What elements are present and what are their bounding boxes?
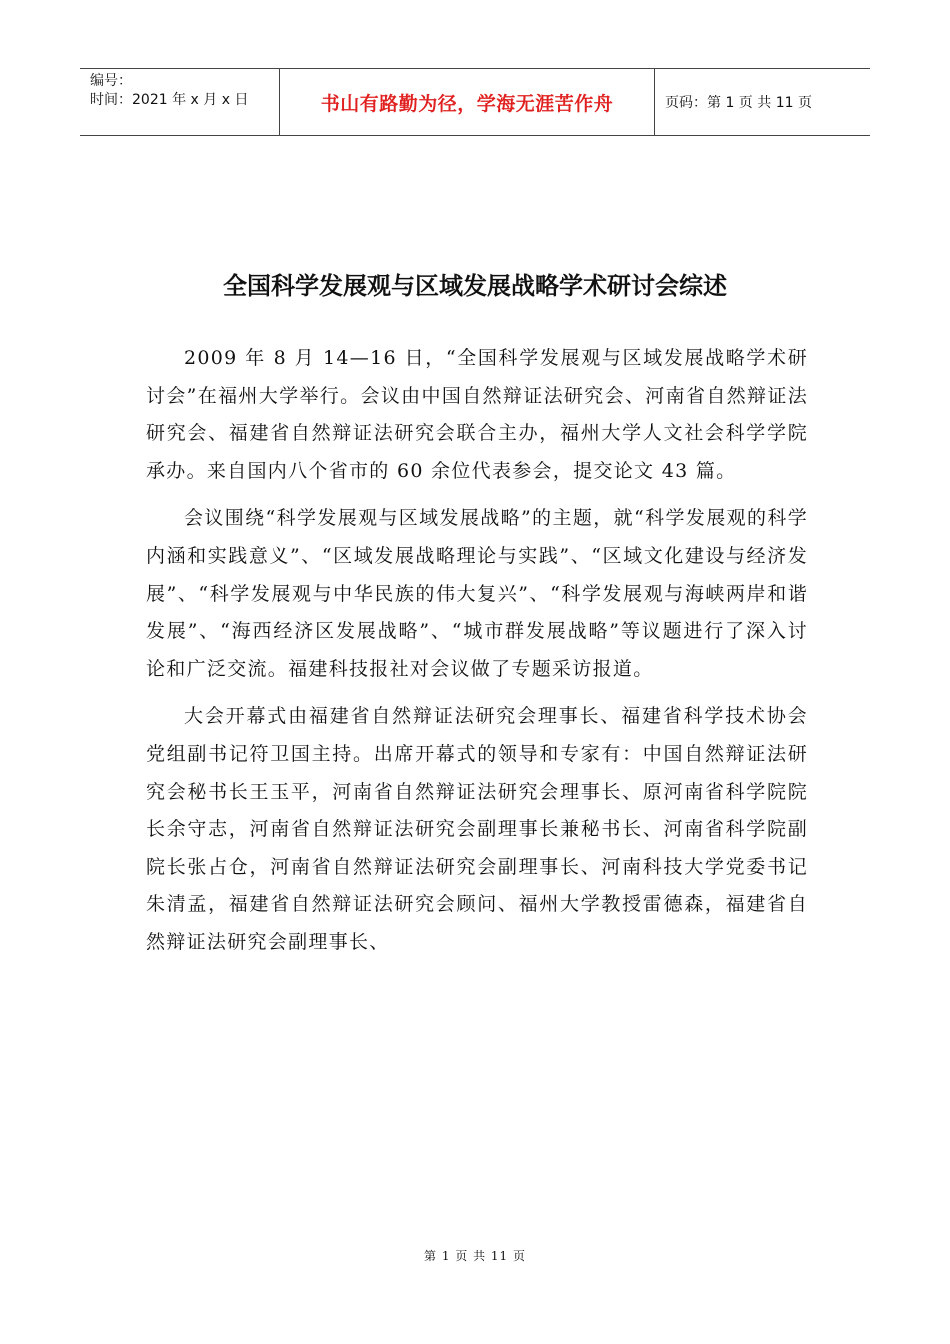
header-motto: 书山有路勤为径，学海无涯苦作舟 [280,69,655,135]
document-body [146,340,808,972]
page-footer: 第 1 页 共 11 页 [424,1249,526,1263]
document-header [80,68,870,136]
paragraph: 大会开幕式由福建省自然辩证法研究会理事长、福建省科学技术协会党组副书记符卫国主持。出席开幕式的领导和专家有：中国自然辩证法研究会秘书长王玉平，河南省自然辩证法研究会理事长、原河南省科学院院长余守志，河南省自然辩证法研究会副理事长兼秘书长、河南省科学院副院长张占仓，河南省自然辩证法研究会副理事长、河南科技大学党委书记朱清孟，福建省自然辩证法研究会顾问、福州大学教授雷德森，福建省自然辩证法研究会副理事长、 [146,705,808,953]
paragraph: 2009 年 8 月 14—16 日，“全国科学发展观与区域发展战略学术研讨会”在福州大学举行。会议由中国自然辩证法研究会、河南省自然辩证法研究会、福建省自然辩证法研究会联合主办，福州大学人文社会科学学院承办。来自国内八个省市的 60 余位代表参会，提交论文 43 篇。 [146,347,808,482]
header-page-info: 页码：第 1 页 共 11 页 [665,95,812,111]
paragraph: 会议围绕“科学发展观与区域发展战略”的主题，就“科学发展观的科学内涵和实践意义”、“区域发展战略理论与实践”、“区域文化建设与经济发展”、“科学发展观与中华民族的伟大复兴”、“科学发展观与海峡两岸和谐发展”、“海西经济区发展战略”、“城市群发展战略”等议题进行了深入讨论和广泛交流。福建科技报社对会议做了专题采访报道。 [146,507,808,680]
header-meta-cell [80,69,280,135]
document-number-label: 编号： [90,73,132,89]
document-title: 全国科学发展观与区域发展战略学术研讨会综述 [223,272,727,300]
document-date-label: 时间：2021 年 x 月 x 日 [90,92,249,108]
